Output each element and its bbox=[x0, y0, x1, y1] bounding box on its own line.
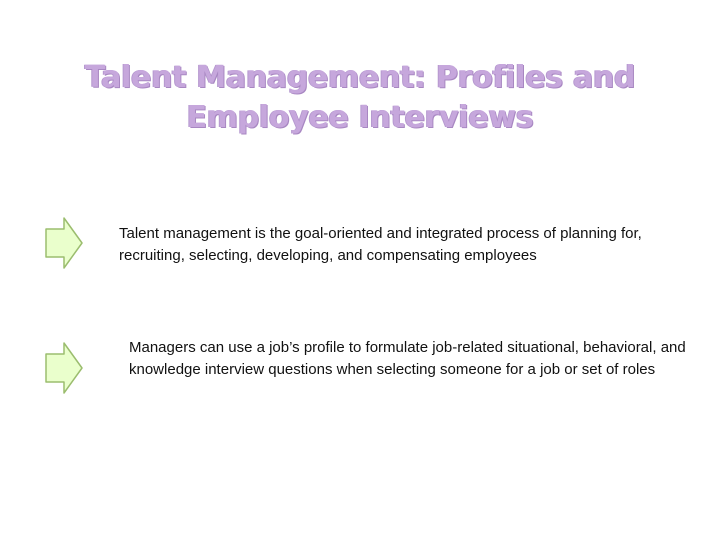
right-arrow-icon bbox=[43, 216, 85, 270]
slide-title: Talent Management: Profiles and Employee Interviews bbox=[84, 60, 636, 135]
right-arrow-icon bbox=[43, 341, 85, 395]
bullet-text-talent-management: Talent management is the goal-oriented and integrated process of planning for, recruiting, selecting, developing, and compensating employees bbox=[119, 225, 642, 264]
bullet-text-job-profile: Managers can use a job’s profile to formulate job-related situational, behavioral, and knowledge interview questions when selecting someone for a job or set of roles bbox=[129, 339, 686, 378]
